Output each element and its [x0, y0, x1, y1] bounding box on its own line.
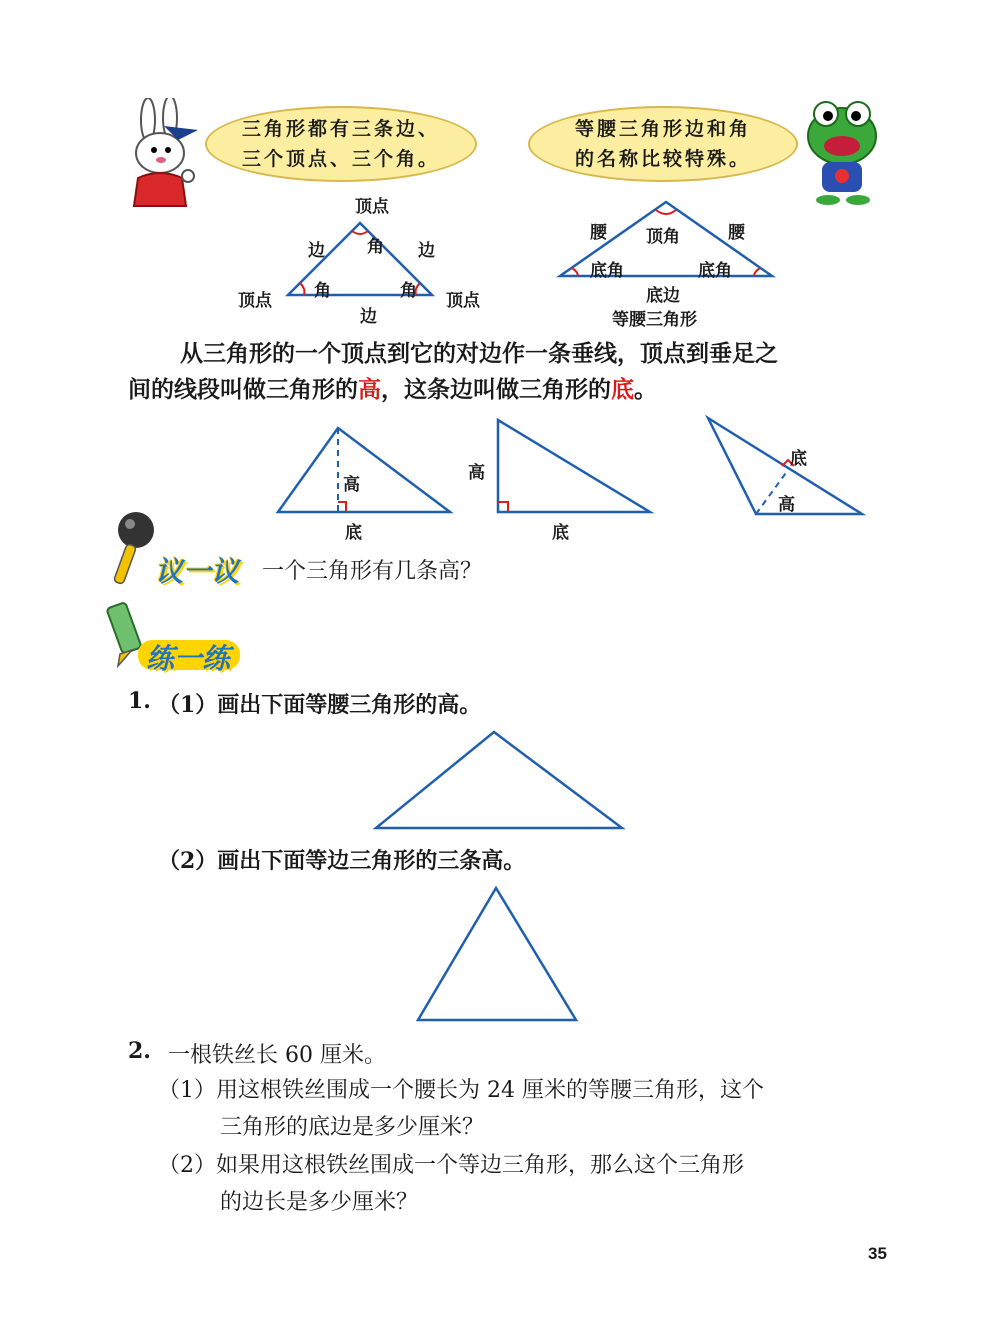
- microphone-icon: [100, 506, 156, 588]
- height-diagram-acute: [272, 424, 456, 518]
- q2-stem: 一根铁丝长 60 厘米。: [168, 1043, 386, 1068]
- label-right-leg: 腰: [728, 223, 745, 243]
- label-right-vertex: 顶点: [446, 291, 480, 311]
- label-right-base-angle: 底角: [698, 261, 732, 281]
- label-top-vertex: 顶点: [355, 197, 389, 217]
- frog-mascot-icon: [800, 96, 884, 208]
- q1-part1: （1）画出下面等腰三角形的高。: [158, 692, 482, 718]
- label-base-3: 底: [790, 449, 807, 469]
- practice-badge: 练一练: [146, 642, 231, 675]
- label-top-angle: 角: [367, 237, 384, 257]
- label-left-leg: 腰: [590, 223, 607, 243]
- q2-number: 2.: [128, 1038, 151, 1064]
- q2-part2-line1: （2）如果用这根铁丝围成一个等边三角形，那么这个三角形: [158, 1153, 744, 1178]
- label-base: 底边: [646, 286, 680, 306]
- label-left-vertex: 顶点: [238, 291, 272, 311]
- discuss-badge: 议一议: [155, 555, 240, 588]
- base-term: 底: [611, 376, 634, 403]
- frog-speech-bubble: 等腰三角形边和角 的名称比较特殊。: [528, 106, 798, 182]
- discuss-question: 一个三角形有几条高？: [262, 559, 483, 584]
- q2-part1-line1: （1）用这根铁丝围成一个腰长为 24 厘米的等腰三角形，这个: [158, 1078, 764, 1103]
- height-diagram-right: [490, 416, 656, 518]
- rabbit-mascot-icon: [118, 98, 202, 208]
- q2-part2-line2: 的边长是多少厘米？: [220, 1190, 419, 1215]
- q1-part2: （2）画出下面等边三角形的三条高。: [158, 848, 526, 874]
- label-height-2: 高: [468, 463, 485, 483]
- label-apex-angle: 顶角: [646, 227, 680, 247]
- label-right-side: 边: [418, 241, 435, 261]
- label-right-angle: 角: [400, 281, 417, 301]
- q1-number: 1.: [128, 688, 151, 714]
- label-bottom-side: 边: [360, 307, 377, 327]
- isosceles-caption: 等腰三角形: [612, 310, 697, 330]
- label-height-1: 高: [343, 475, 360, 495]
- q1-isosceles-triangle: [370, 726, 628, 834]
- label-left-base-angle: 底角: [590, 261, 624, 281]
- label-base-1: 底: [345, 523, 362, 543]
- label-left-side: 边: [308, 241, 325, 261]
- q2-part1-line2: 三角形的底边是多少厘米？: [220, 1115, 485, 1140]
- page-number: 35: [868, 1244, 887, 1263]
- q1-equilateral-triangle: [412, 882, 584, 1026]
- definition-line-1: 从三角形的一个顶点到它的对边作一条垂线，顶点到垂足之: [180, 340, 778, 367]
- label-left-angle: 角: [314, 281, 331, 301]
- height-term: 高: [358, 376, 381, 403]
- label-height-3: 高: [778, 495, 795, 515]
- definition-line-2: 间的线段叫做三角形的高，这条边叫做三角形的底。: [128, 376, 657, 403]
- rabbit-speech-bubble: 三角形都有三条边、 三个顶点、三个角。: [205, 106, 477, 182]
- label-base-2: 底: [552, 523, 569, 543]
